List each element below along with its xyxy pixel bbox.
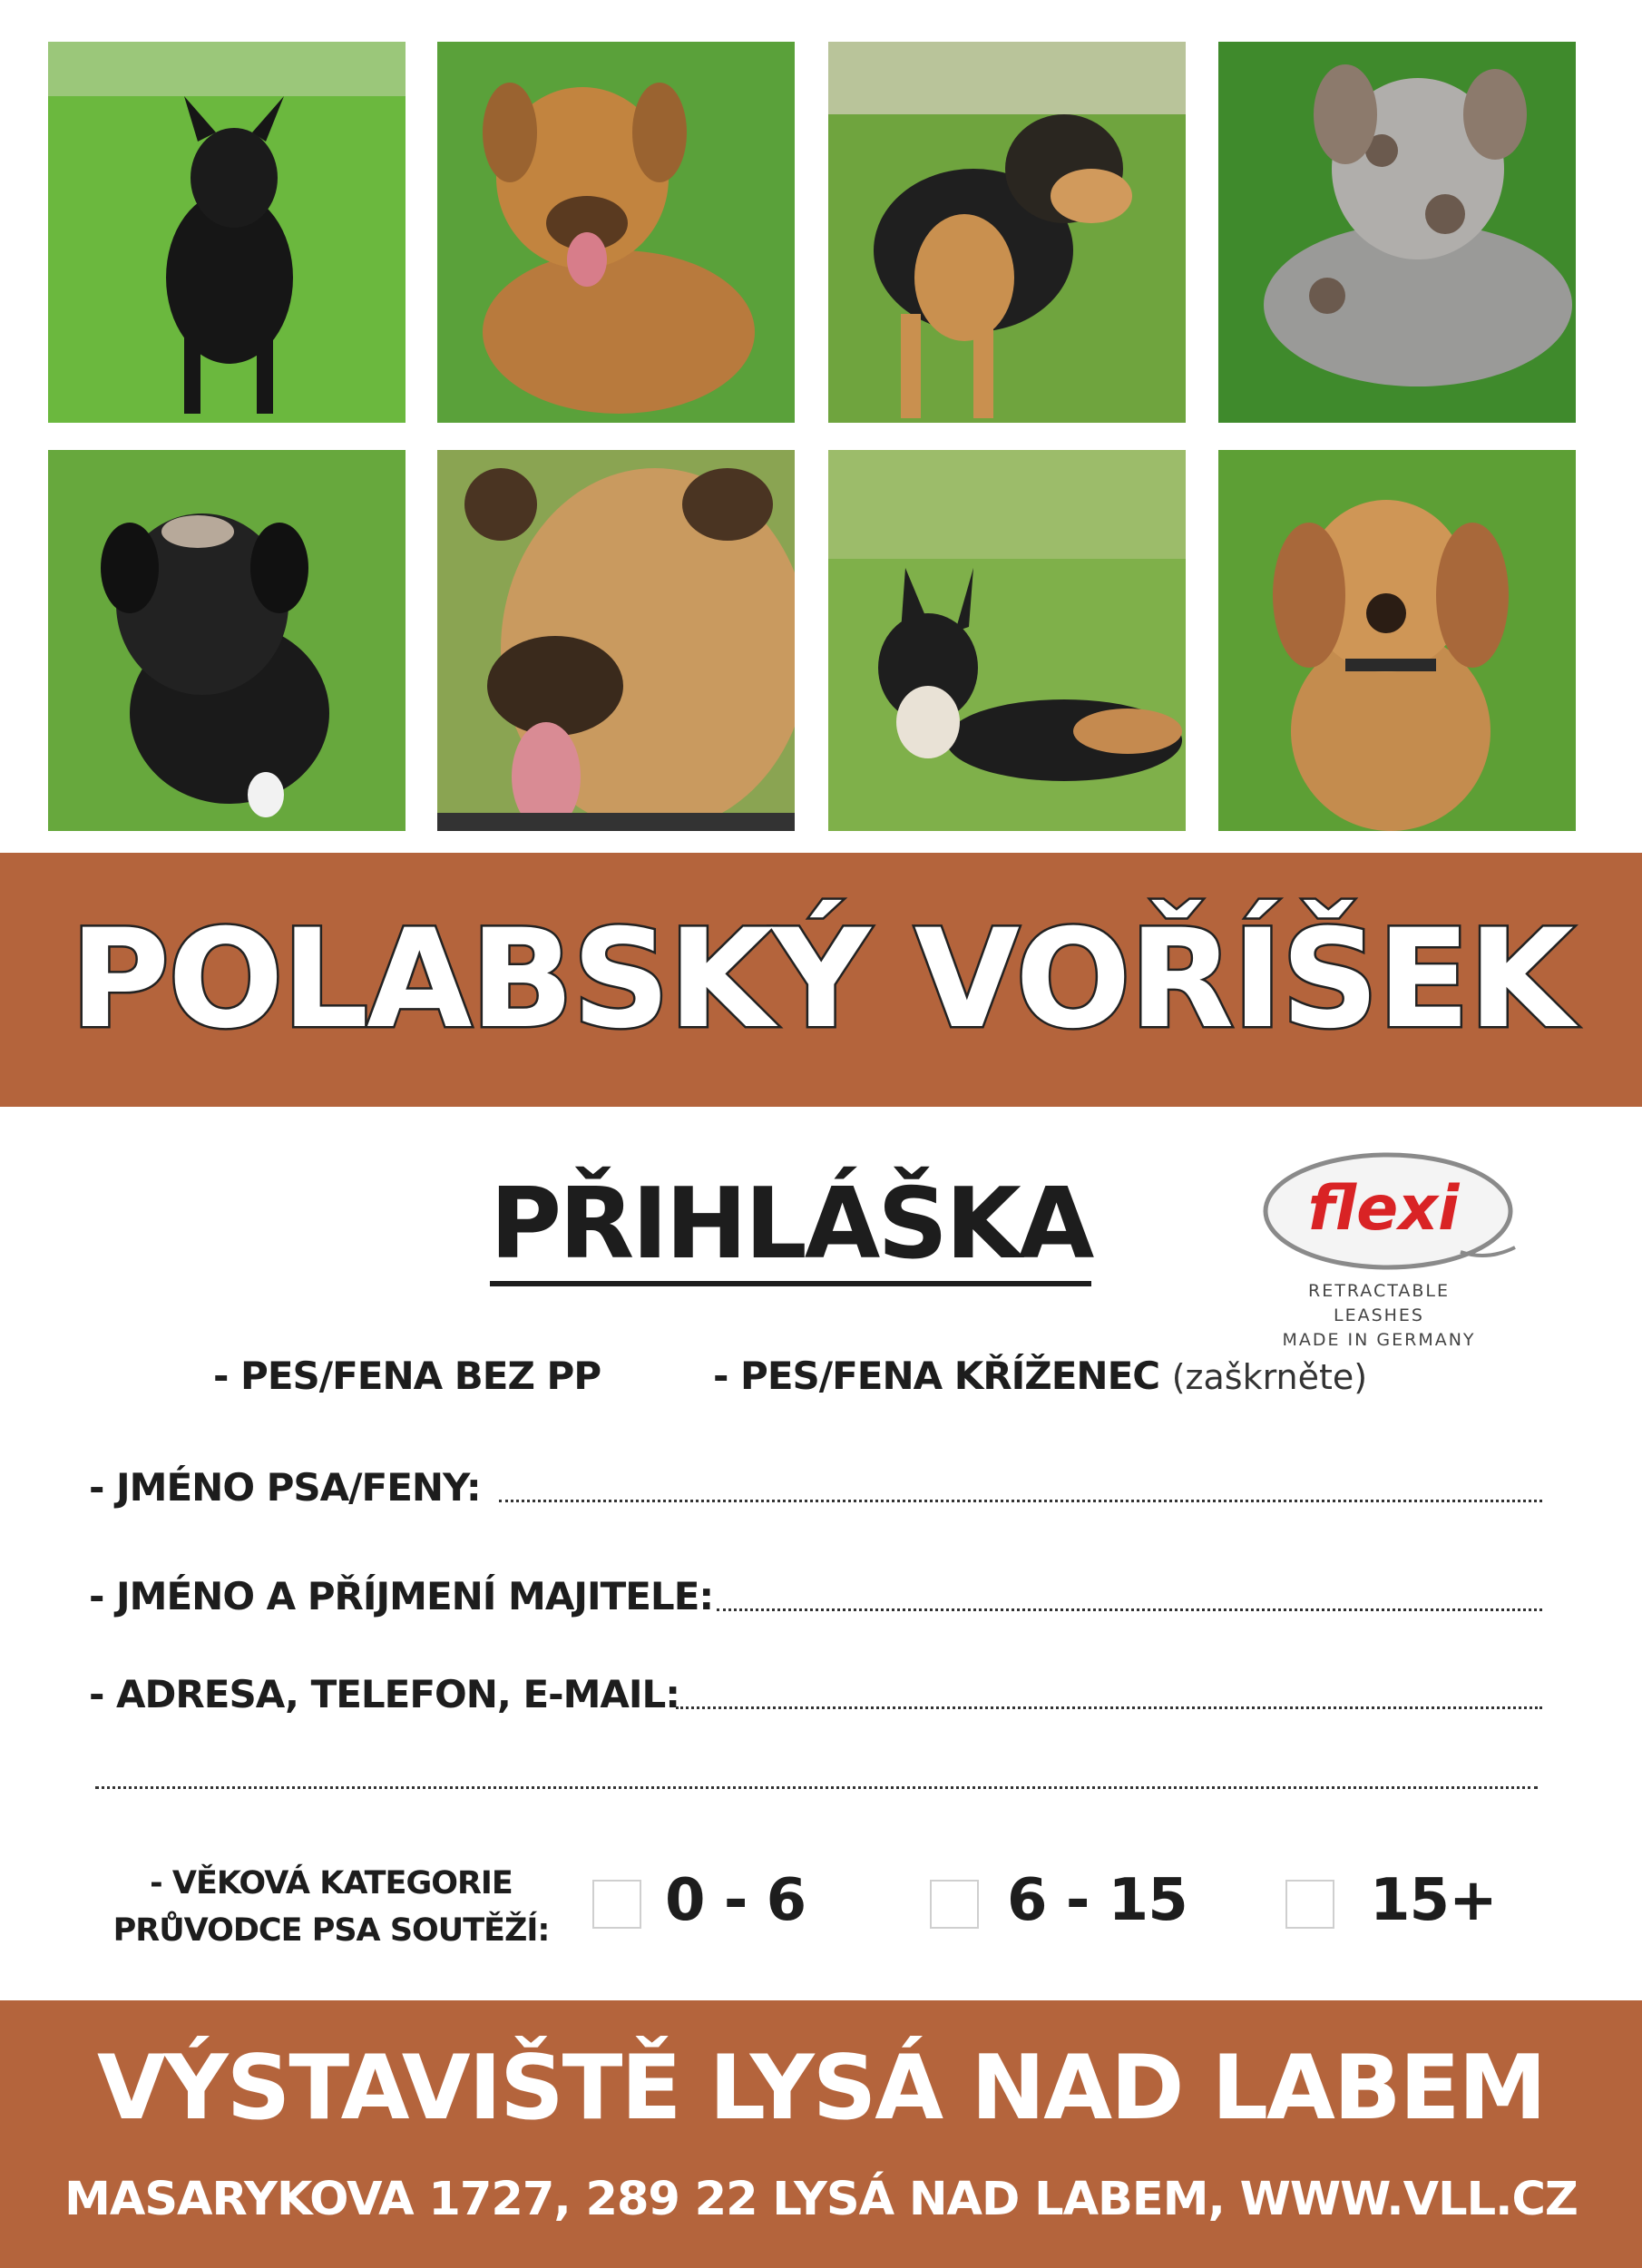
merle-dog-photo-icon xyxy=(1218,42,1576,423)
age-category-label xyxy=(109,1860,553,1954)
black-dog-photo-icon xyxy=(48,42,406,423)
option-crossbreed xyxy=(713,1354,1367,1398)
logo-tagline-2: MADE IN GERMANY xyxy=(1282,1330,1476,1350)
owner-name-field[interactable] xyxy=(717,1608,1542,1611)
dog-photo-5 xyxy=(48,450,406,831)
dog-photo-4 xyxy=(1218,42,1576,423)
option-crossbreed-label: - PES/FENA KŘÍŽENEC xyxy=(713,1354,1160,1398)
flexi-logo-icon xyxy=(1261,1143,1533,1279)
contact-field[interactable] xyxy=(676,1706,1542,1709)
dog-photo-1 xyxy=(48,42,406,423)
black-tan-dog-photo-icon xyxy=(828,42,1186,423)
logo-tagline-1: RETRACTABLE LEASHES xyxy=(1308,1281,1450,1325)
flexi-logo xyxy=(1261,1143,1533,1350)
option-crossbreed-note: (zaškrněte) xyxy=(1171,1357,1368,1397)
age-0-6-checkbox[interactable] xyxy=(592,1880,641,1929)
contact-field-line-2[interactable] xyxy=(95,1786,1538,1789)
age-category-label-line-1: - VĚKOVÁ KATEGORIE xyxy=(150,1865,513,1901)
venue-name: VÝSTAVIŠTĚ LYSÁ NAD LABEM xyxy=(96,2037,1546,2140)
age-6-15-label: 6 - 15 xyxy=(1007,1867,1188,1934)
dog-photo-8 xyxy=(1218,450,1576,831)
dog-photo-6 xyxy=(437,450,795,831)
event-title: POLABSKÝ VOŘÍŠEK xyxy=(70,901,1572,1059)
age-category-label-line-2: PRŮVODCE PSA SOUTĚŽÍ: xyxy=(112,1912,550,1949)
dog-photo-3 xyxy=(828,42,1186,423)
black-terrier-photo-icon xyxy=(48,450,406,831)
form-title: PŘIHLÁŠKA xyxy=(490,1170,1091,1286)
brown-dog-photo-icon xyxy=(437,42,795,423)
ginger-dog-photo-icon xyxy=(1218,450,1576,831)
logo-wordmark: flexi xyxy=(1307,1173,1460,1245)
shepherd-dog-photo-icon xyxy=(828,450,1186,831)
dog-photo-7 xyxy=(828,450,1186,831)
dog-name-field[interactable] xyxy=(499,1500,1542,1502)
option-no-pedigree-label: - PES/FENA BEZ PP xyxy=(213,1354,601,1398)
title-band xyxy=(0,853,1642,1107)
tan-big-dog-photo-icon xyxy=(437,450,795,831)
owner-name-label: - JMÉNO A PŘÍJMENÍ MAJITELE: xyxy=(89,1574,714,1618)
contact-label: - ADRESA, TELEFON, E-MAIL: xyxy=(89,1672,680,1716)
dog-name-label: - JMÉNO PSA/FENY: xyxy=(89,1465,481,1510)
age-6-15-checkbox[interactable] xyxy=(930,1880,979,1929)
option-no-pedigree xyxy=(213,1354,601,1398)
dog-photo-2 xyxy=(437,42,795,423)
venue-address: MASARYKOVA 1727, 289 22 LYSÁ NAD LABEM, WWW.VLL.CZ xyxy=(64,2173,1578,2226)
age-15-plus-checkbox[interactable] xyxy=(1285,1880,1334,1929)
age-0-6-label: 0 - 6 xyxy=(665,1867,806,1934)
footer-band xyxy=(0,2000,1642,2268)
age-15-plus-label: 15+ xyxy=(1370,1867,1497,1934)
